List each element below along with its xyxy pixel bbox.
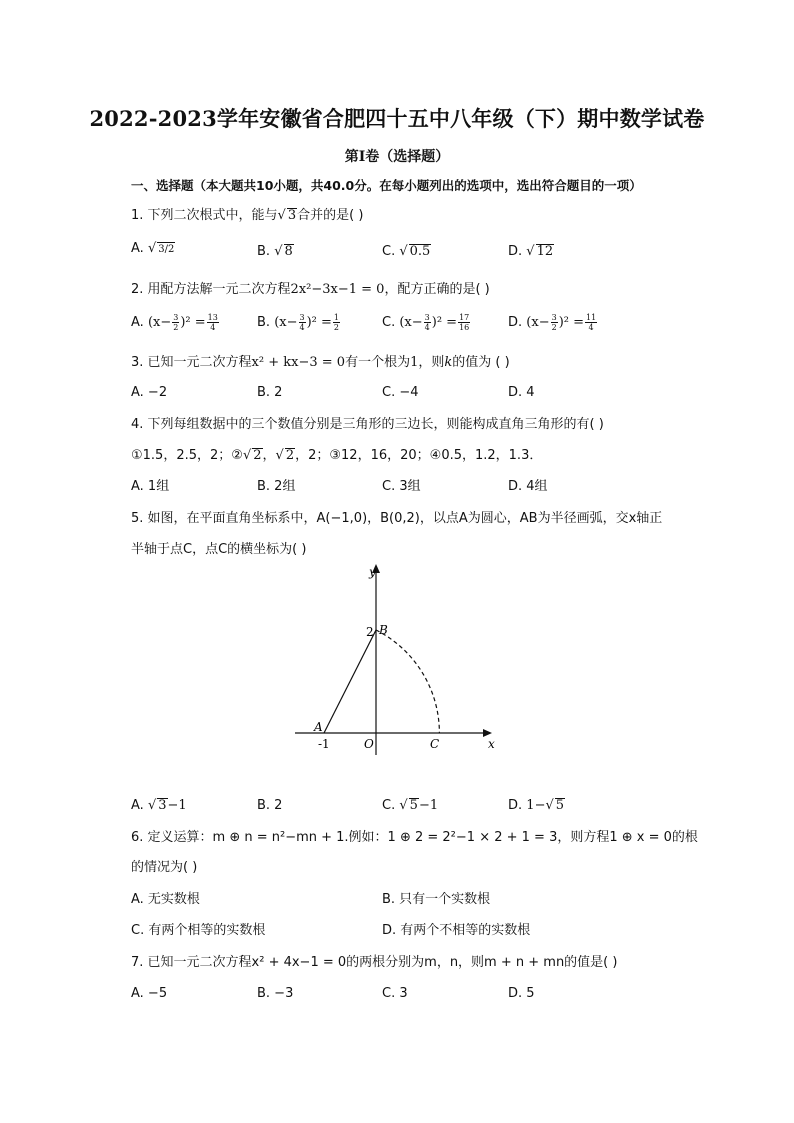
label-a: A bbox=[314, 720, 323, 734]
q5-option-d: D. 1−√ 5 bbox=[508, 798, 565, 813]
question-2-stem: 2. 用配方法解一元二次方程2x²−3x−1 = 0，配方正确的是( ) bbox=[131, 282, 490, 297]
q4-option-a: A. 1组 bbox=[131, 479, 170, 494]
q2-option-d: D. (x− $\frac{3}{2}$ )² = $\frac{11}{4}$ bbox=[508, 313, 597, 332]
section-subtitle: 第Ⅰ卷（选择题） bbox=[344, 149, 450, 165]
question-4-list: ①1.5，2.5，2；②√ 2，√ 2，2；③12，16，20；④0.5，1.2，1.3． bbox=[131, 448, 543, 463]
label-two: 2 bbox=[366, 625, 374, 639]
arc-bc bbox=[376, 630, 439, 733]
question-6-stem-line2: 的情况为( ) bbox=[131, 860, 198, 875]
label-x: x bbox=[488, 737, 495, 751]
q4-option-d: D. 4组 bbox=[508, 479, 548, 494]
q2-option-c: C. (x− $\frac{3}{4}$ )² = $\frac{17}{16}$ bbox=[382, 313, 470, 332]
q4-option-c: C. 3组 bbox=[382, 479, 421, 494]
coordinate-diagram bbox=[290, 560, 500, 760]
q1-option-c: C. √ 0.5 bbox=[382, 244, 431, 259]
question-6-stem-line1: 6. 定义运算：m ⊕ n = n²−mn + 1.例如：1 ⊕ 2 = 2²−1 × 2 + 1 = 3，则方程1 ⊕ x = 0的根 bbox=[131, 830, 698, 845]
q7-option-d: D. 5 bbox=[508, 986, 535, 1001]
q1-option-d: D. √ 12 bbox=[508, 244, 554, 259]
q3-option-a: A. −2 bbox=[131, 385, 168, 400]
q2-option-b: B. (x− $\frac{3}{4}$ )² = $\frac{1}{2}$ bbox=[257, 313, 339, 332]
q5-option-c: C. √ 5−1 bbox=[382, 798, 439, 813]
q4-option-b: B. 2组 bbox=[257, 479, 296, 494]
question-5-stem-line1: 5. 如图，在平面直角坐标系中，A(−1,0)，B(0,2)，以点A为圆心，AB为半径画弧，交x轴正 bbox=[131, 511, 663, 526]
q7-option-a: A. −5 bbox=[131, 986, 168, 1001]
q1-option-a: A. √ 3/2 bbox=[131, 241, 175, 256]
question-4-stem: 4. 下列每组数据中的三个数值分别是三角形的三边长，则能构成直角三角形的有( ) bbox=[131, 417, 604, 432]
q6-option-a: A. 无实数根 bbox=[131, 892, 200, 907]
q7-option-b: B. −3 bbox=[257, 986, 294, 1001]
label-b: B bbox=[379, 623, 388, 637]
q3-option-c: C. −4 bbox=[382, 385, 419, 400]
question-5-stem-line2: 半轴于点C，点C的横坐标为( ) bbox=[131, 542, 307, 557]
q3-option-b: B. 2 bbox=[257, 385, 283, 400]
question-3-stem: 3. 已知一元二次方程x² + kx−3 = 0有一个根为1，则k的值为 ( ) bbox=[131, 355, 510, 370]
question-7-stem: 7. 已知一元二次方程x² + 4x−1 = 0的两根分别为m，n，则m + n + mn的值是( ) bbox=[131, 955, 618, 970]
segment-ab bbox=[324, 630, 376, 733]
q2-option-a: A. (x− $\frac{3}{2}$ )² = $\frac{13}{4}$ bbox=[131, 313, 218, 332]
q5-option-b: B. 2 bbox=[257, 798, 283, 813]
q6-option-c: C. 有两个相等的实数根 bbox=[131, 923, 266, 938]
q6-option-d: D. 有两个不相等的实数根 bbox=[382, 923, 531, 938]
coordinate-figure bbox=[290, 560, 500, 760]
q3-option-d: D. 4 bbox=[508, 385, 535, 400]
x-axis-arrow bbox=[483, 729, 492, 737]
section-heading: 一、选择题（本大题共10小题，共40.0分。在每小题列出的选项中，选出符合题目的一项） bbox=[131, 178, 642, 193]
label-o: O bbox=[364, 737, 374, 751]
q1-option-b: B. √ 8 bbox=[257, 244, 293, 259]
q7-option-c: C. 3 bbox=[382, 986, 408, 1001]
q6-option-b: B. 只有一个实数根 bbox=[382, 892, 491, 907]
page-title: 2022-2023学年安徽省合肥四十五中八年级（下）期中数学试卷 bbox=[89, 106, 705, 131]
question-1-stem: 1. 下列二次根式中，能与√ 3合并的是( ) bbox=[131, 208, 364, 223]
label-y: y bbox=[369, 565, 376, 579]
label-neg1: -1 bbox=[318, 737, 330, 751]
q5-option-a: A. √ 3−1 bbox=[131, 798, 187, 813]
label-c: C bbox=[430, 737, 440, 751]
